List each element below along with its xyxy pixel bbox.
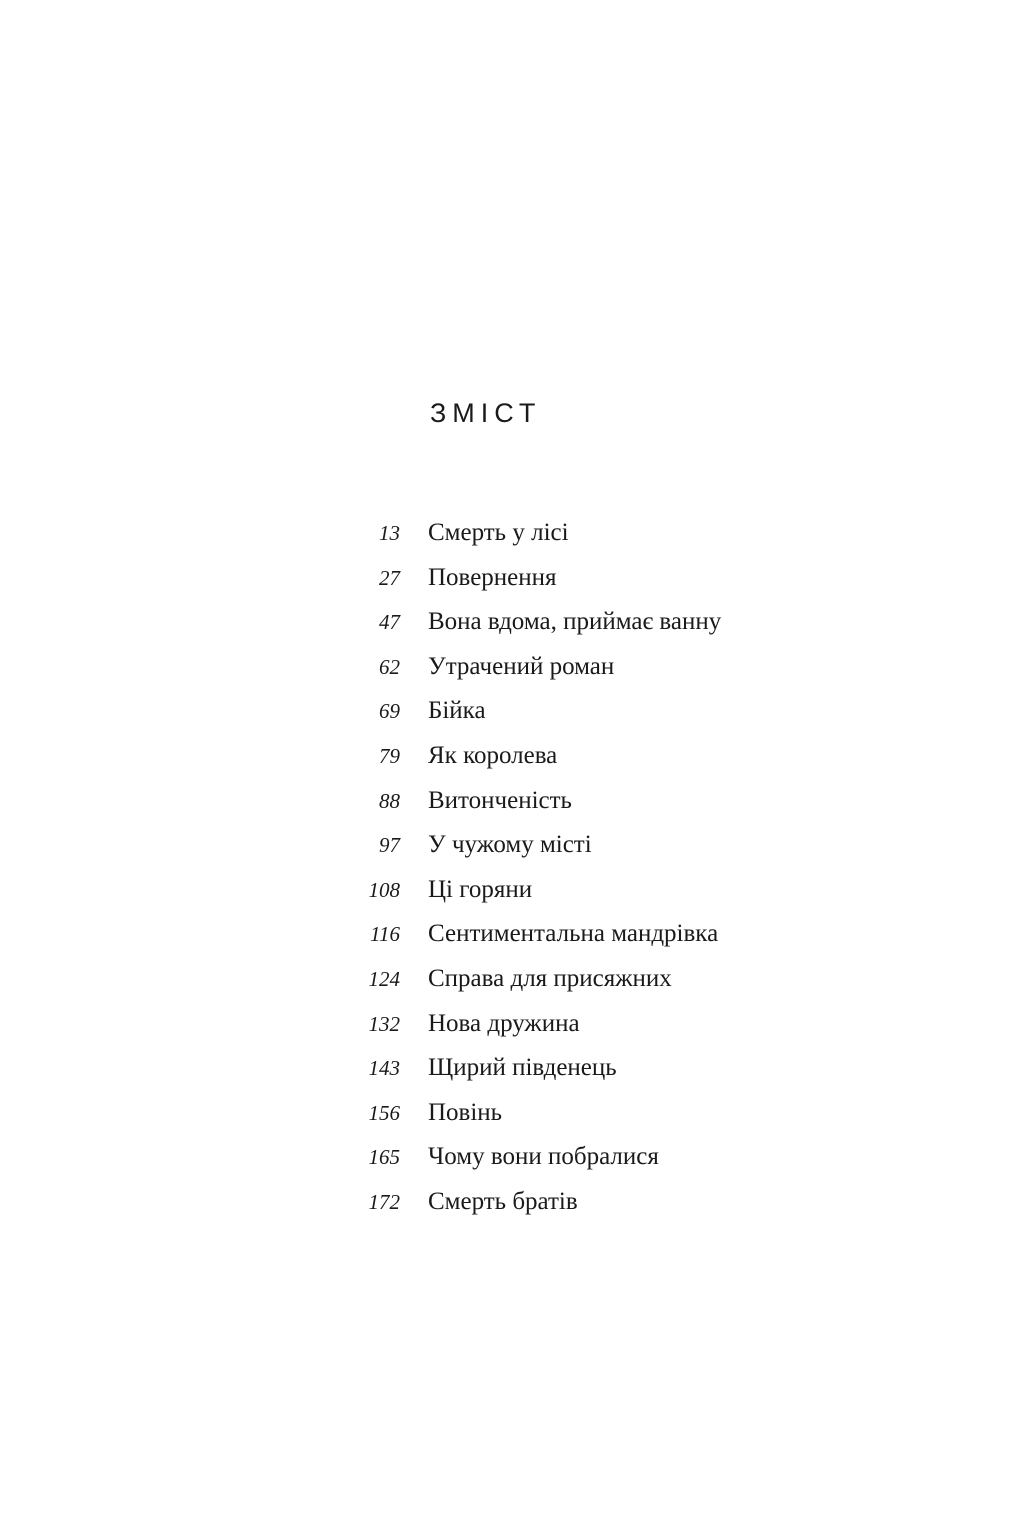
toc-entry xyxy=(340,920,940,965)
toc-entry xyxy=(340,965,940,1010)
toc-page-number: 156 xyxy=(368,1100,400,1125)
toc-entry-title: Щирий південець xyxy=(428,1054,617,1082)
toc-entry-title: Повінь xyxy=(428,1098,503,1126)
toc-entry xyxy=(340,1099,940,1144)
page-title: ЗМІСТ xyxy=(430,398,542,428)
toc-entry-title: Як королева xyxy=(428,741,558,769)
toc-page-number: 62 xyxy=(379,654,400,679)
toc-entry-title: Смерть у лісі xyxy=(428,519,569,546)
toc-page-number: 27 xyxy=(379,565,400,590)
toc-entry xyxy=(340,831,940,876)
toc-page-number: 116 xyxy=(370,922,400,947)
toc-page-number: 79 xyxy=(379,743,400,768)
toc-page-number: 47 xyxy=(379,610,400,635)
toc-entry xyxy=(340,1143,940,1188)
toc-entry-title: Бійка xyxy=(428,697,486,725)
toc-entry xyxy=(340,519,940,564)
toc-entry-title: Утрачений роман xyxy=(428,652,615,680)
toc-entry-title: Витонченість xyxy=(428,786,572,814)
toc-entry xyxy=(340,742,940,787)
toc-entry xyxy=(340,608,940,653)
toc-page-number: 132 xyxy=(368,1011,400,1036)
toc-entry xyxy=(340,1010,940,1055)
toc-entry-title: Нова дружина xyxy=(428,1009,580,1037)
toc-entry-title: Повернення xyxy=(428,563,557,591)
toc-page-number: 124 xyxy=(368,966,400,991)
toc-entry-title: Справа для присяжних xyxy=(428,964,672,992)
toc-entry xyxy=(340,1054,940,1099)
toc-page-number: 69 xyxy=(379,699,400,724)
toc-entry-title: Чому вони побралися xyxy=(428,1143,659,1171)
toc-entry xyxy=(340,653,940,698)
toc-page-number: 97 xyxy=(379,833,400,858)
toc-page-number: 108 xyxy=(368,877,400,902)
toc-page-number: 88 xyxy=(379,788,400,813)
toc-entry-title: У чужому місті xyxy=(428,831,592,859)
toc-entry-title: Вона вдома, приймає ванну xyxy=(428,608,722,636)
table-of-contents xyxy=(340,519,940,1233)
toc-entry xyxy=(340,1188,940,1233)
toc-entry-title: Ці горяни xyxy=(428,875,533,903)
toc-page-number: 143 xyxy=(368,1056,400,1081)
toc-entry xyxy=(340,787,940,832)
toc-page-number: 172 xyxy=(368,1189,400,1214)
toc-entry-title: Смерть братів xyxy=(428,1187,578,1215)
toc-entry-title: Сентиментальна мандрівка xyxy=(428,920,719,948)
toc-entry xyxy=(340,697,940,742)
toc-page-number: 165 xyxy=(368,1145,400,1170)
toc-entry xyxy=(340,876,940,921)
toc-entry xyxy=(340,564,940,609)
toc-page-number: 13 xyxy=(379,521,400,545)
